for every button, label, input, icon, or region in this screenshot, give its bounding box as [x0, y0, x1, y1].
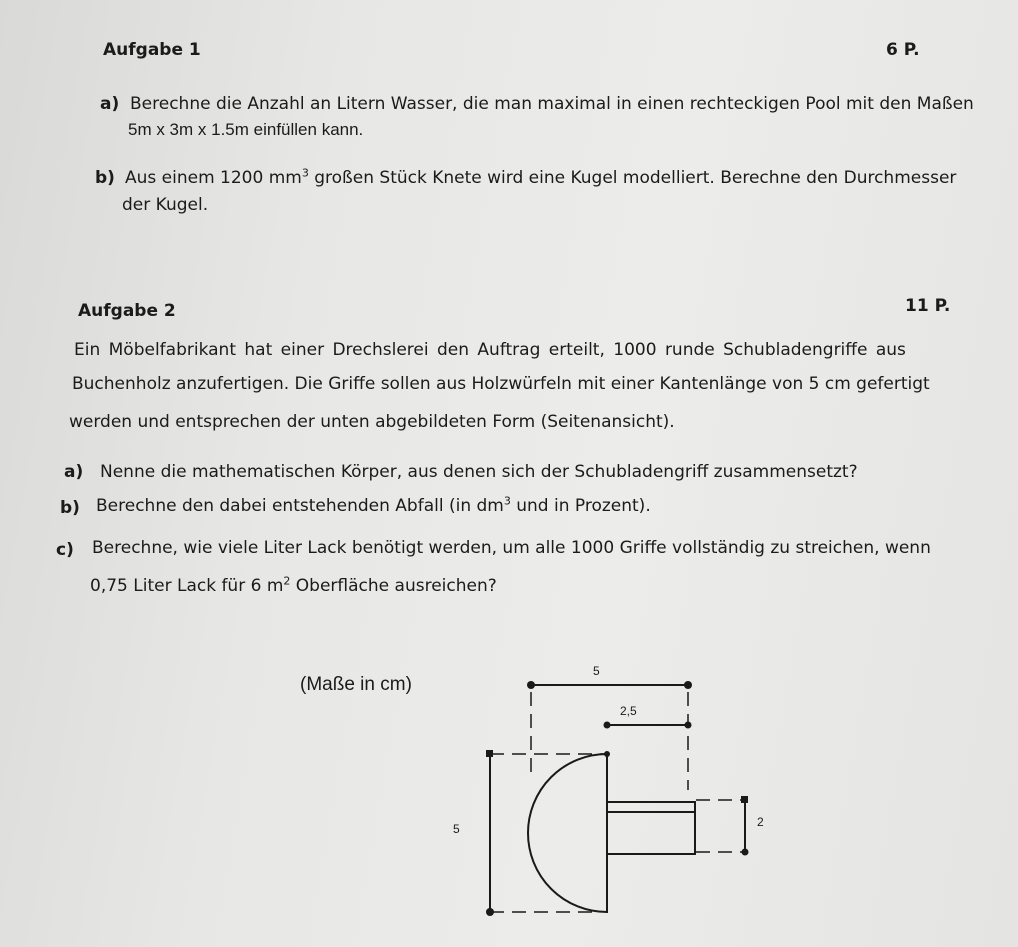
aufgabe1-points: 6 P. [886, 40, 920, 60]
diagram-dim-left: 5 [453, 822, 460, 836]
dim-dot-left-bottom [486, 908, 494, 916]
dim-dot-right-bottom [742, 849, 749, 856]
aufgabe1-b-line1 [125, 168, 956, 188]
aufgabe1-a-line1: Berechne die Anzahl an Litern Wasser, die man maximal in einen rechteckigen Pool mit den Maßen [130, 94, 974, 114]
aufgabe1-b-pre: Aus einem 1200 mm [125, 168, 302, 188]
aufgabe1-a-label: a) [100, 94, 120, 114]
aufgabe2-c-post: Oberfläche ausreichen? [290, 576, 497, 596]
dim-dot-half-right [685, 722, 692, 729]
aufgabe2-c-sup: 2 [283, 574, 291, 588]
aufgabe2-b-pre: Berechne den dabei entstehenden Abfall (in dm [96, 496, 504, 516]
aufgabe1-title: Aufgabe 1 [103, 40, 201, 60]
aufgabe1-b-line2: der Kugel. [122, 195, 209, 215]
aufgabe2-c-line1: Berechne, wie viele Liter Lack benötigt werden, um alle 1000 Griffe vollständig zu streichen, wenn [92, 538, 931, 558]
aufgabe2-b-label: b) [60, 498, 80, 518]
dim-dot-top-right [684, 681, 692, 689]
dim-dot-half-left [604, 722, 611, 729]
aufgabe2-c-line2 [90, 576, 497, 596]
aufgabe2-points: 11 P. [905, 296, 951, 316]
diagram-dim-right: 2 [757, 815, 764, 829]
dim-marker-left-top [486, 750, 493, 757]
aufgabe2-c-label: c) [56, 540, 74, 560]
aufgabe1-b-post: großen Stück Knete wird eine Kugel modelliert. Berechne den Durchmesser [308, 168, 957, 188]
aufgabe1-a-line2: 5m x 3m x 1.5m einfüllen kann. [128, 120, 364, 139]
dim-marker-right-top [741, 796, 748, 803]
aufgabe2-c-pre: 0,75 Liter Lack für 6 m [90, 576, 284, 596]
hemisphere-outline [528, 754, 607, 912]
dim-dot-top-left [527, 681, 535, 689]
diagram-caption: (Maße in cm) [300, 674, 412, 695]
aufgabe2-b-sup: 3 [503, 494, 511, 508]
aufgabe2-b-post: und in Prozent). [510, 496, 651, 516]
diagram-dim-top: 5 [593, 664, 600, 678]
aufgabe1-b-sup: 3 [301, 166, 309, 180]
aufgabe2-a-text: Nenne die mathematischen Körper, aus denen sich der Schubladengriff zusammensetzt? [100, 462, 858, 482]
aufgabe2-intro-line2: Buchenholz anzufertigen. Die Griffe sollen aus Holzwürfeln mit einer Kantenlänge von 5 cm gefertigt [72, 374, 930, 394]
aufgabe2-b-text [96, 496, 651, 516]
aufgabe2-intro-line1: Ein Möbelfabrikant hat einer Drechslerei den Auftrag erteilt, 1000 runde Schubladengriffe aus [74, 340, 906, 360]
aufgabe2-a-label: a) [64, 462, 84, 482]
aufgabe2-title: Aufgabe 2 [78, 301, 176, 321]
cylinder-stem [607, 802, 695, 854]
dim-dot-hemisphere-top [604, 751, 610, 757]
diagram-dim-half: 2,5 [620, 704, 637, 718]
aufgabe2-intro-line3: werden und entsprechen der unten abgebildeten Form (Seitenansicht). [69, 412, 675, 432]
aufgabe1-b-label: b) [95, 168, 115, 188]
